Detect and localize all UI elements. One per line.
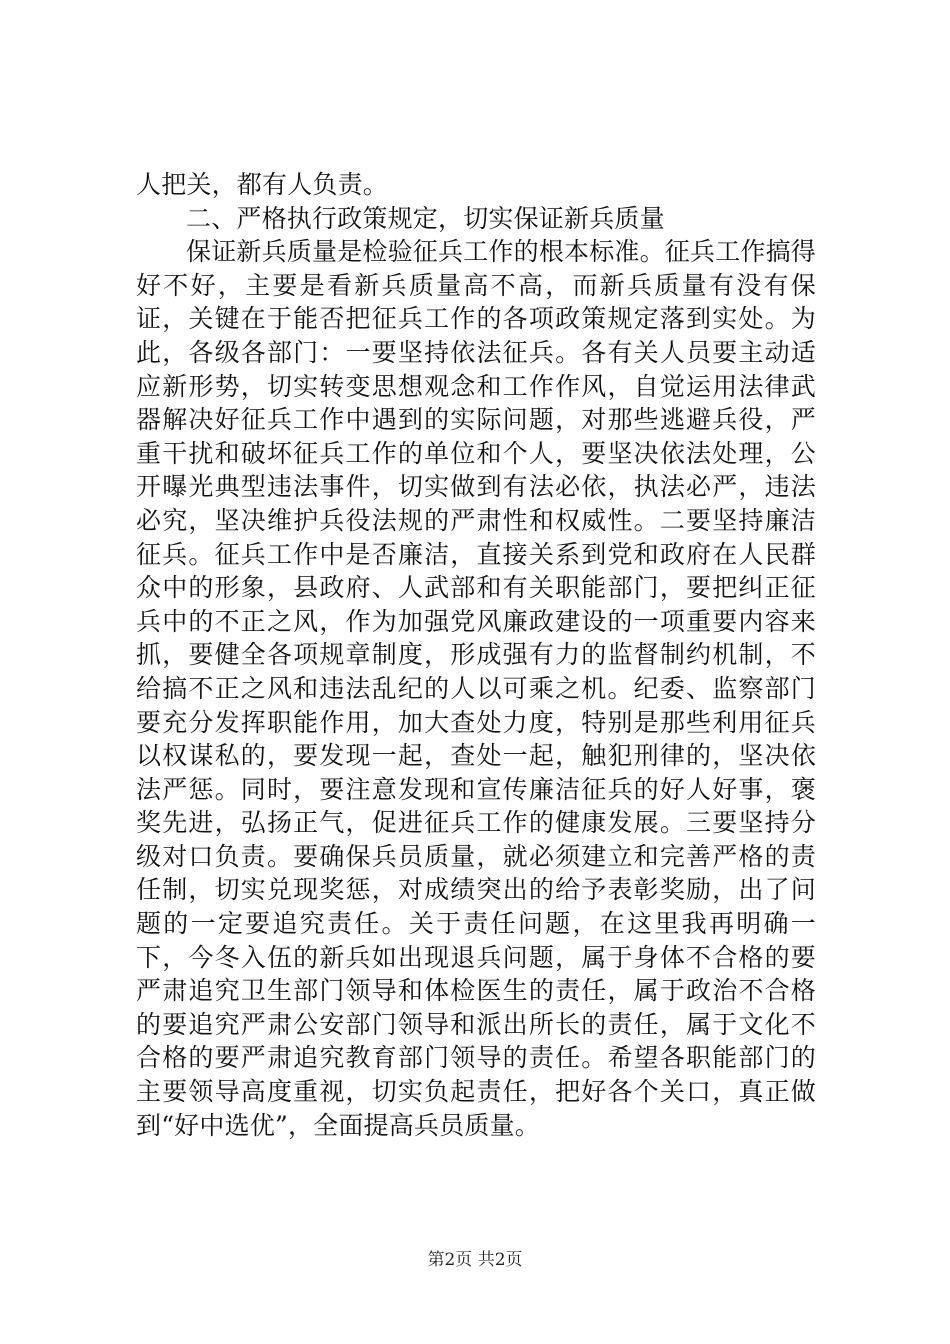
paragraph-body: 保证新兵质量是检验征兵工作的根本标准。征兵工作搞得好不好，主要是看新兵质量高不高，而新兵质量有没有保证，关键在于能否把征兵工作的各项政策规定落到实处。为此，各级各部门：一要坚持依法征兵。各有关人员要主动适应新形势，切实转变思想观念和工作作风，自觉运用法律武器解决好征兵工作中遇到的实际问题，对那些逃避兵役，严重干扰和破坏征兵工作的单位和个人，要坚决依法处理，公开曝光典型违法事件，切实做到有法必依，执法必严，违法必究，坚决维护兵役法规的严肃性和权威性。二要坚持廉洁征兵。征兵工作中是否廉洁，直接关系到党和政府在人民群众中的形象，县政府、人武部和有关职能部门，要把纠正征兵中的不正之风，作为加强党风廉政建设的一项重要内容来抓，要健全各项规章制度，形成强有力的监督制约机制，不给搞不正之风和违法乱纪的人以可乘之机。纪委、监察部门要充分发挥职能作用，加大查处力度，特别是那些利用征兵以权谋私的，要发现一起，查处一起，触犯刑律的，坚决依法严惩。同时，要注意发现和宣传廉洁征兵的好人好事，褒奖先进，弘扬正气，促进征兵工作的健康发展。三要坚持分级对口负责。要确保兵员质量，就必须建立和完善严格的责任制，切实兑现奖惩，对成绩突出的给予表彰奖励，出了问题的一定要追究责任。关于责任问题，在这里我再明确一下，今冬入伍的新兵如出现退兵问题，属于身体不合格的要严肃追究卫生部门领导和体检医生的责任，属于政治不合格的要追究严肃公安部门领导和派出所长的责任，属于文化不合格的要严肃追究教育部门领导的责任。希望各职能部门的主要领导高度重视，切实负起责任，把好各个关口，真正做到“好中选优”，全面提高兵员质量。 bbox=[136, 237, 817, 1140]
paragraph-continuation: 人把关，都有人负责。 bbox=[136, 170, 389, 199]
section-heading: 二、严格执行政策规定，切实保证新兵质量 bbox=[186, 203, 665, 233]
page-number-footer: 第2页 共2页 bbox=[427, 1250, 523, 1270]
document-body bbox=[136, 168, 816, 1142]
